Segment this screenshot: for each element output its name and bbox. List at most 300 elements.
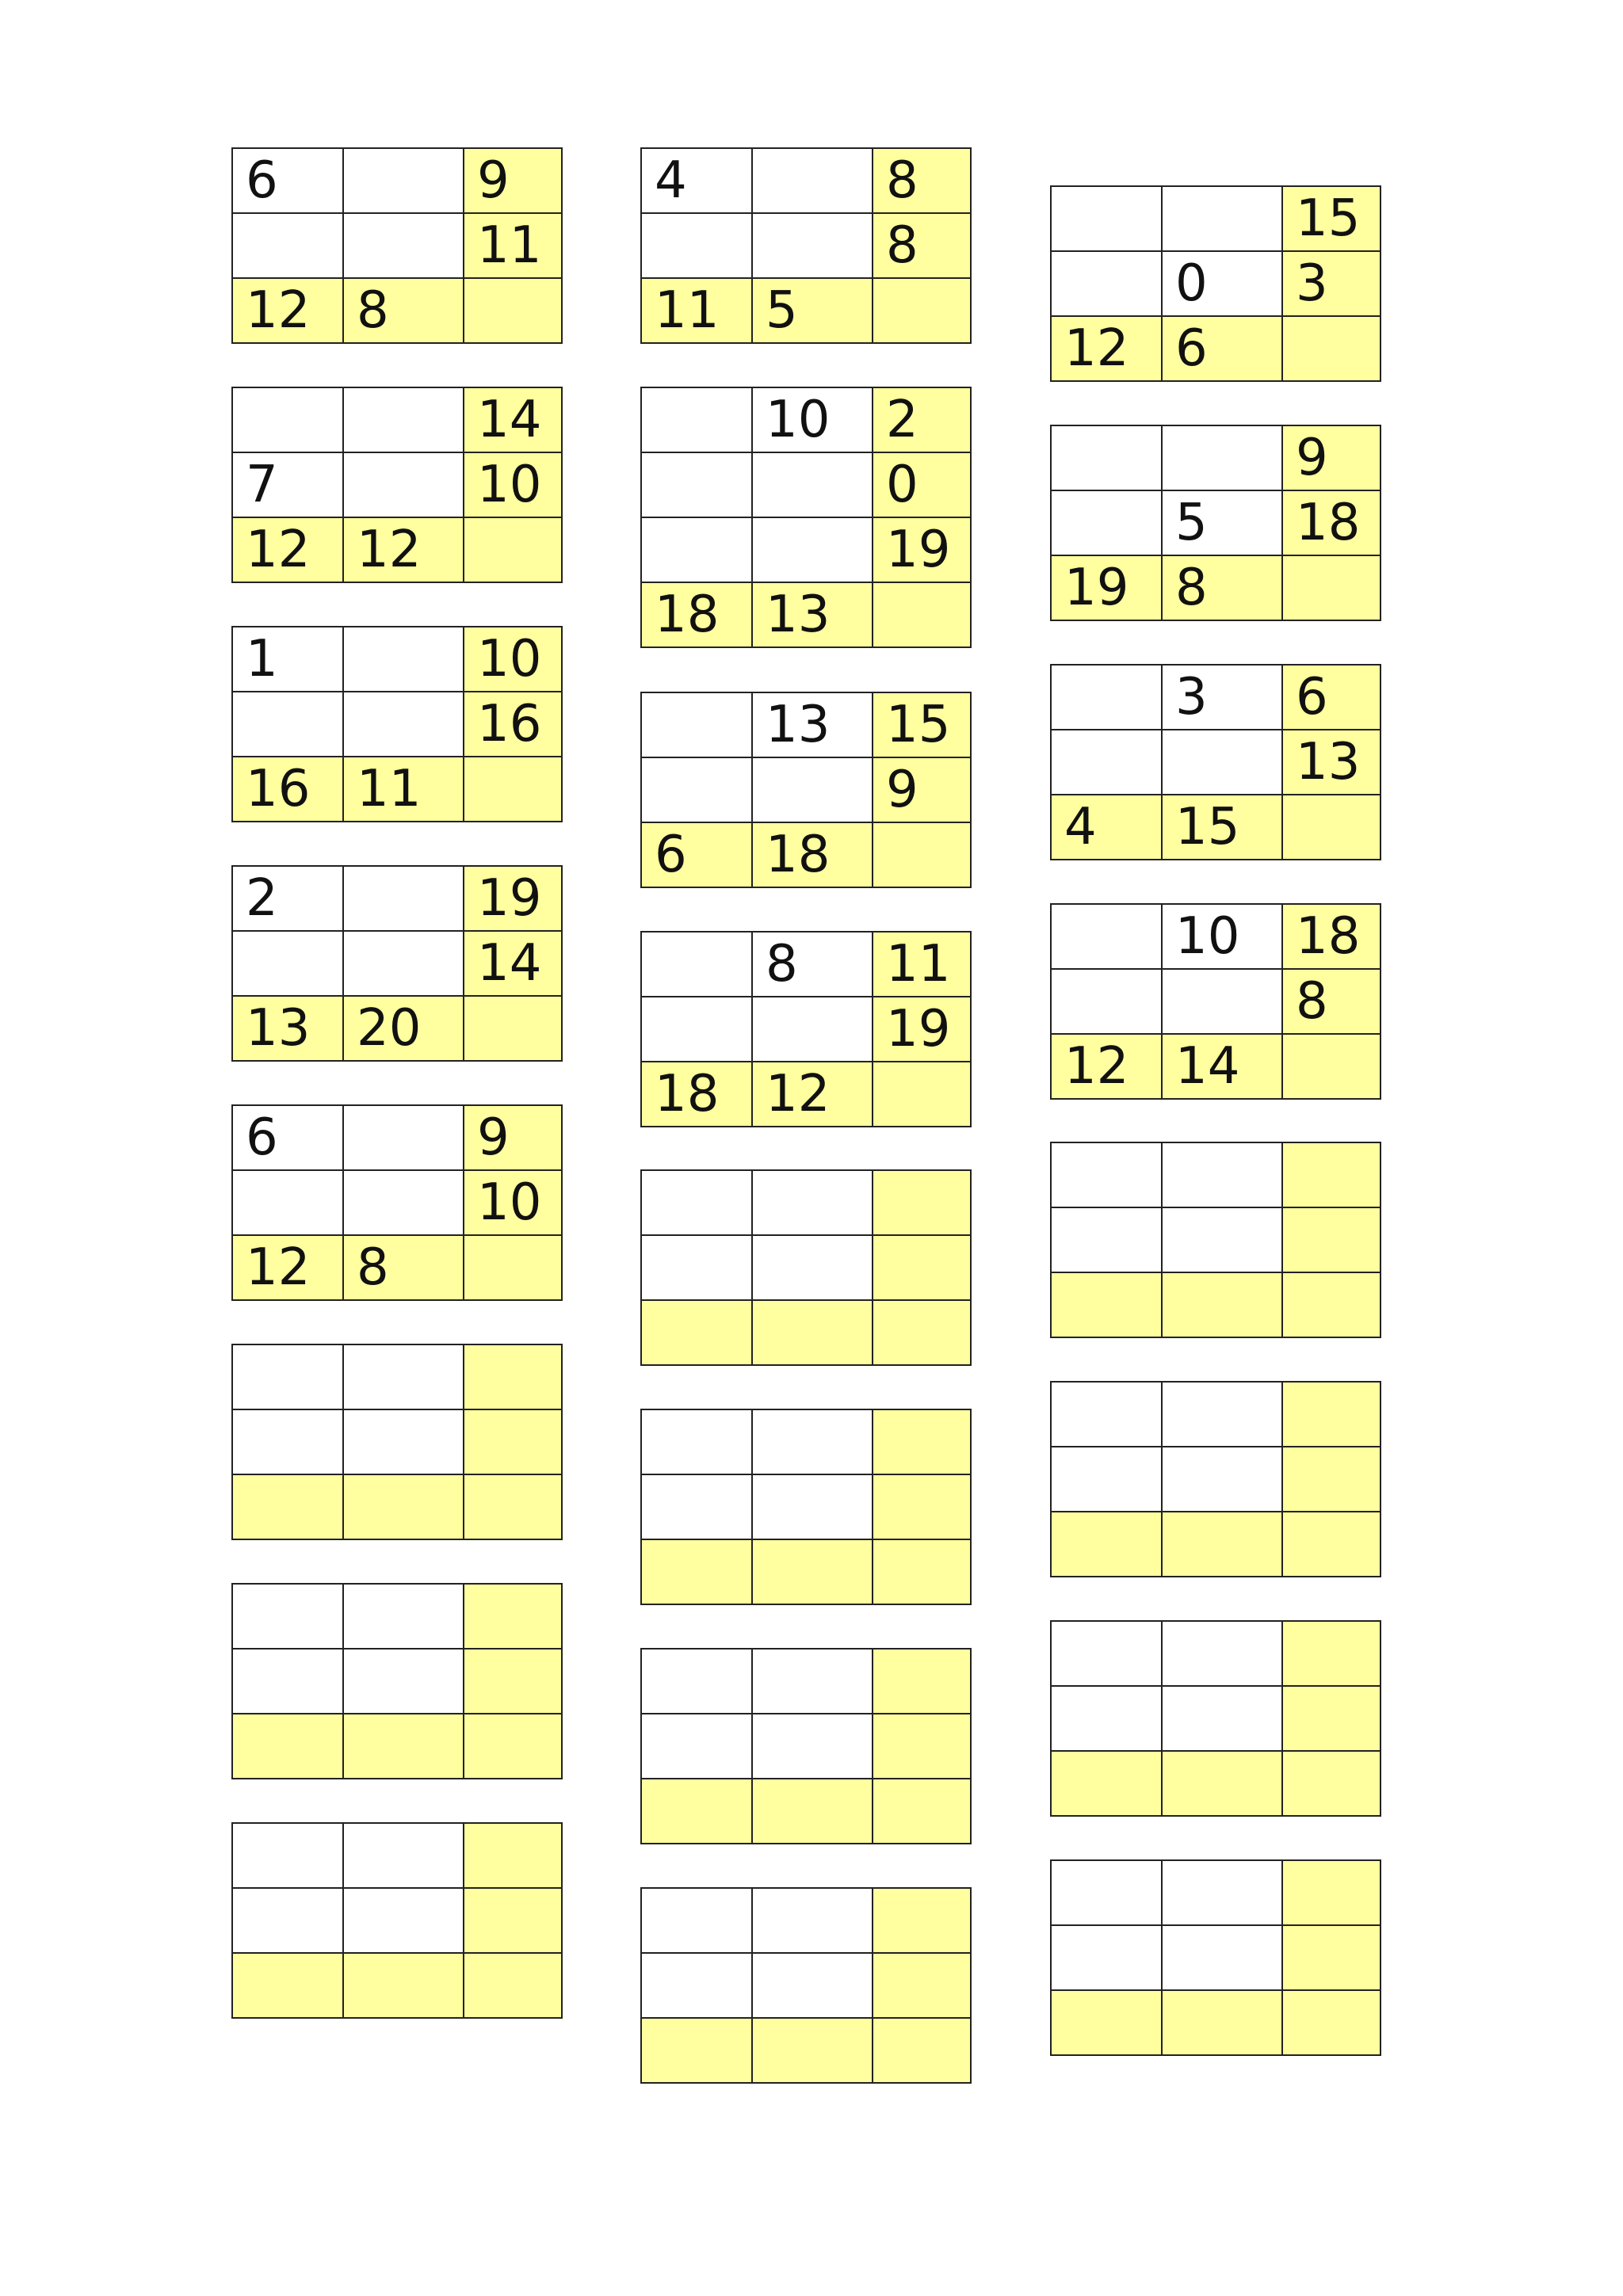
row-sum-cell[interactable]	[1282, 1142, 1381, 1207]
column-sum-cell[interactable]	[641, 1539, 752, 1604]
grid-cell[interactable]: 0	[1162, 251, 1282, 316]
grand-total-cell[interactable]	[873, 1062, 971, 1127]
grid-row	[641, 213, 971, 278]
grid-row	[1051, 1207, 1381, 1272]
grid-cell[interactable]	[343, 931, 464, 996]
sum-grid-puzzle	[640, 1409, 972, 1605]
column-sum-cell[interactable]	[752, 1539, 873, 1604]
grid-row	[1051, 186, 1381, 251]
sum-grid-puzzle	[231, 147, 563, 344]
column-sum-cell[interactable]: 12	[1051, 1034, 1162, 1099]
column-sum-cell[interactable]: 18	[641, 1062, 752, 1127]
grid-cell[interactable]	[1051, 1860, 1162, 1925]
grand-total-cell[interactable]	[464, 517, 562, 582]
row-sum-cell[interactable]: 8	[1282, 969, 1381, 1034]
column-sum-cell[interactable]: 11	[641, 278, 752, 343]
grid-row	[232, 452, 562, 517]
grid-row	[1051, 969, 1381, 1034]
grid-row	[232, 627, 562, 692]
row-sum-cell[interactable]: 9	[1282, 425, 1381, 490]
sum-grid-puzzle	[640, 147, 972, 344]
grid-cell[interactable]	[752, 517, 873, 582]
grid-cell[interactable]	[752, 148, 873, 213]
column-sum-row	[1051, 555, 1381, 620]
row-sum-cell[interactable]: 2	[873, 387, 971, 452]
grid-cell[interactable]	[641, 997, 752, 1062]
grid-cell[interactable]: 10	[752, 387, 873, 452]
grid-row	[641, 452, 971, 517]
grid-cell[interactable]	[232, 1584, 343, 1649]
grand-total-cell[interactable]	[1282, 1512, 1381, 1577]
grid-cell[interactable]	[343, 866, 464, 931]
grid-cell[interactable]	[1051, 1142, 1162, 1207]
sum-grid-puzzle	[231, 1583, 563, 1779]
grid-cell[interactable]: 2	[232, 866, 343, 931]
row-sum-cell[interactable]: 14	[464, 931, 562, 996]
column-sum-cell[interactable]	[1051, 1751, 1162, 1816]
grid-row	[232, 1888, 562, 1953]
grand-total-cell[interactable]	[464, 757, 562, 822]
grid-row	[1051, 1860, 1381, 1925]
column-sum-cell[interactable]: 12	[343, 517, 464, 582]
grid-cell[interactable]	[343, 452, 464, 517]
sum-grid-puzzle	[231, 626, 563, 822]
row-sum-cell[interactable]	[873, 1170, 971, 1235]
grid-cell[interactable]	[752, 213, 873, 278]
column-sum-cell[interactable]: 12	[752, 1062, 873, 1127]
column-sum-cell[interactable]	[1051, 1512, 1162, 1577]
grid-row	[641, 1474, 971, 1539]
grid-cell[interactable]	[232, 1649, 343, 1714]
grid-cell[interactable]	[343, 1584, 464, 1649]
row-sum-cell[interactable]	[873, 1714, 971, 1779]
grid-cell[interactable]	[1162, 730, 1282, 795]
sum-grid-puzzle	[231, 387, 563, 583]
grand-total-cell[interactable]	[873, 822, 971, 887]
grid-cell[interactable]	[1051, 425, 1162, 490]
grid-row	[1051, 1686, 1381, 1751]
column-sum-cell[interactable]: 11	[343, 757, 464, 822]
grid-row	[1051, 425, 1381, 490]
row-sum-cell[interactable]: 10	[464, 627, 562, 692]
column-sum-cell[interactable]: 8	[343, 1235, 464, 1300]
grid-cell[interactable]	[232, 931, 343, 996]
grid-cell[interactable]	[752, 1235, 873, 1300]
row-sum-cell[interactable]: 10	[464, 452, 562, 517]
row-sum-cell[interactable]	[873, 1235, 971, 1300]
row-sum-cell[interactable]: 11	[873, 932, 971, 997]
grid-cell[interactable]	[343, 1649, 464, 1714]
grid-row	[232, 1584, 562, 1649]
row-sum-cell[interactable]	[1282, 1382, 1381, 1447]
row-sum-cell[interactable]	[1282, 1621, 1381, 1686]
row-sum-cell[interactable]: 9	[464, 1105, 562, 1170]
column-sum-cell[interactable]	[232, 1474, 343, 1539]
grid-cell[interactable]	[641, 692, 752, 757]
grid-cell[interactable]	[752, 1170, 873, 1235]
column-sum-row	[1051, 1512, 1381, 1577]
column-sum-row	[641, 1539, 971, 1604]
grand-total-cell[interactable]	[464, 1235, 562, 1300]
grid-row	[232, 1344, 562, 1409]
grid-cell[interactable]	[343, 1409, 464, 1474]
grid-cell[interactable]	[1162, 425, 1282, 490]
column-sum-cell[interactable]: 4	[1051, 795, 1162, 860]
row-sum-cell[interactable]	[464, 1344, 562, 1409]
column-sum-row	[1051, 1272, 1381, 1337]
row-sum-cell[interactable]: 13	[1282, 730, 1381, 795]
row-sum-cell[interactable]: 16	[464, 692, 562, 757]
sum-grid-puzzle	[640, 1887, 972, 2084]
grid-cell[interactable]	[1162, 1621, 1282, 1686]
row-sum-cell[interactable]	[873, 1649, 971, 1714]
grid-row	[1051, 665, 1381, 730]
grid-cell[interactable]	[1051, 665, 1162, 730]
grid-cell[interactable]	[641, 1714, 752, 1779]
grid-row	[641, 517, 971, 582]
grid-cell[interactable]	[641, 517, 752, 582]
row-sum-cell[interactable]: 18	[1282, 904, 1381, 969]
grid-cell[interactable]	[1051, 1382, 1162, 1447]
grid-cell[interactable]: 10	[1162, 904, 1282, 969]
grid-cell[interactable]	[1051, 1686, 1162, 1751]
grid-row	[232, 1823, 562, 1888]
column-sum-cell[interactable]	[343, 1953, 464, 2018]
sum-grid-puzzle	[1050, 425, 1381, 621]
grid-cell[interactable]	[1162, 1686, 1282, 1751]
grid-row	[232, 1649, 562, 1714]
grid-cell[interactable]	[752, 1714, 873, 1779]
column-sum-cell[interactable]	[1162, 1751, 1282, 1816]
column-sum-cell[interactable]: 12	[232, 1235, 343, 1300]
grid-row	[1051, 1382, 1381, 1447]
grid-cell[interactable]	[232, 387, 343, 452]
grid-cell[interactable]	[1162, 1860, 1282, 1925]
grid-cell[interactable]: 1	[232, 627, 343, 692]
column-sum-cell[interactable]	[343, 1714, 464, 1779]
grid-cell[interactable]: 6	[232, 148, 343, 213]
grid-cell[interactable]	[1051, 969, 1162, 1034]
column-sum-cell[interactable]: 12	[232, 517, 343, 582]
grid-cell[interactable]	[641, 1235, 752, 1300]
grid-row	[232, 692, 562, 757]
column-sum-cell[interactable]	[641, 1779, 752, 1844]
grid-row	[232, 148, 562, 213]
grid-cell[interactable]	[1162, 1447, 1282, 1512]
grid-row	[232, 1105, 562, 1170]
row-sum-cell[interactable]	[1282, 1447, 1381, 1512]
grid-cell[interactable]	[1051, 1207, 1162, 1272]
grid-cell[interactable]	[641, 213, 752, 278]
row-sum-cell[interactable]: 18	[1282, 490, 1381, 555]
sum-grid-puzzle	[1050, 903, 1381, 1100]
grid-row	[641, 1409, 971, 1474]
row-sum-cell[interactable]: 9	[873, 757, 971, 822]
row-sum-cell[interactable]	[1282, 1207, 1381, 1272]
grid-row	[232, 213, 562, 278]
sum-grid-puzzle	[1050, 1620, 1381, 1817]
column-sum-cell[interactable]	[343, 1474, 464, 1539]
grid-cell[interactable]: 13	[752, 692, 873, 757]
grid-cell[interactable]	[1051, 1925, 1162, 1990]
grid-row	[641, 997, 971, 1062]
grand-total-cell[interactable]	[464, 996, 562, 1061]
grid-cell[interactable]	[343, 1823, 464, 1888]
row-sum-cell[interactable]	[1282, 1860, 1381, 1925]
grid-cell[interactable]	[641, 452, 752, 517]
grid-cell[interactable]	[232, 1170, 343, 1235]
grand-total-cell[interactable]	[1282, 1990, 1381, 2055]
grid-cell[interactable]	[343, 387, 464, 452]
row-sum-cell[interactable]: 9	[464, 148, 562, 213]
grid-cell[interactable]	[752, 452, 873, 517]
grid-cell[interactable]	[1051, 1621, 1162, 1686]
row-sum-cell[interactable]: 15	[873, 692, 971, 757]
grid-cell[interactable]	[641, 932, 752, 997]
grand-total-cell[interactable]	[1282, 1034, 1381, 1099]
grid-row	[641, 1170, 971, 1235]
grid-cell[interactable]	[343, 1105, 464, 1170]
grid-cell[interactable]	[1051, 490, 1162, 555]
row-sum-cell[interactable]: 19	[873, 517, 971, 582]
grid-row	[232, 1409, 562, 1474]
row-sum-cell[interactable]	[1282, 1925, 1381, 1990]
sum-grid-puzzle	[1050, 664, 1381, 860]
grid-row	[641, 387, 971, 452]
row-sum-cell[interactable]	[1282, 1686, 1381, 1751]
grid-cell[interactable]	[232, 1344, 343, 1409]
grid-cell[interactable]: 4	[641, 148, 752, 213]
sum-grid-puzzle	[640, 931, 972, 1127]
grid-cell[interactable]	[641, 1888, 752, 1953]
row-sum-cell[interactable]	[873, 1474, 971, 1539]
grand-total-cell[interactable]	[1282, 555, 1381, 620]
column-sum-cell[interactable]: 14	[1162, 1034, 1282, 1099]
grid-cell[interactable]	[1162, 1382, 1282, 1447]
grand-total-cell[interactable]	[1282, 1751, 1381, 1816]
grand-total-cell[interactable]	[464, 1474, 562, 1539]
grid-row	[232, 931, 562, 996]
grid-row	[641, 1649, 971, 1714]
grid-row	[1051, 251, 1381, 316]
grid-cell[interactable]	[1162, 1925, 1282, 1990]
grid-cell[interactable]: 3	[1162, 665, 1282, 730]
grid-cell[interactable]	[641, 1474, 752, 1539]
grand-total-cell[interactable]	[873, 278, 971, 343]
grid-cell[interactable]	[752, 757, 873, 822]
column-sum-row	[1051, 316, 1381, 381]
column-sum-cell[interactable]: 13	[752, 582, 873, 647]
row-sum-cell[interactable]	[873, 1409, 971, 1474]
row-sum-cell[interactable]	[464, 1823, 562, 1888]
column-sum-cell[interactable]: 20	[343, 996, 464, 1061]
grid-row	[641, 932, 971, 997]
sum-grid-puzzle	[1050, 185, 1381, 382]
grid-cell[interactable]	[752, 1409, 873, 1474]
grid-cell[interactable]	[641, 1409, 752, 1474]
grid-cell[interactable]	[752, 1953, 873, 2018]
row-sum-cell[interactable]: 19	[464, 866, 562, 931]
grid-cell[interactable]	[1162, 969, 1282, 1034]
grand-total-cell[interactable]	[464, 278, 562, 343]
column-sum-row	[232, 278, 562, 343]
grid-row	[1051, 1447, 1381, 1512]
grid-cell[interactable]	[232, 213, 343, 278]
grid-cell[interactable]	[1051, 1447, 1162, 1512]
grid-cell[interactable]	[343, 213, 464, 278]
column-sum-cell[interactable]: 12	[1051, 316, 1162, 381]
sum-grid-puzzle	[231, 865, 563, 1062]
grand-total-cell[interactable]	[1282, 316, 1381, 381]
row-sum-cell[interactable]: 10	[464, 1170, 562, 1235]
grid-row	[641, 1714, 971, 1779]
column-sum-cell[interactable]	[1162, 1990, 1282, 2055]
row-sum-cell[interactable]	[873, 1888, 971, 1953]
column-sum-row	[232, 1714, 562, 1779]
grid-cell[interactable]: 7	[232, 452, 343, 517]
grid-cell[interactable]	[1162, 1142, 1282, 1207]
column-sum-cell[interactable]: 15	[1162, 795, 1282, 860]
grid-row	[641, 1953, 971, 2018]
grid-cell[interactable]	[343, 1888, 464, 1953]
column-sum-row	[1051, 1751, 1381, 1816]
grid-cell[interactable]	[1162, 1207, 1282, 1272]
grid-cell[interactable]	[1162, 186, 1282, 251]
column-sum-cell[interactable]: 5	[752, 278, 873, 343]
grand-total-cell[interactable]	[464, 1714, 562, 1779]
sum-grid-puzzle	[231, 1822, 563, 2019]
column-sum-cell[interactable]: 12	[232, 278, 343, 343]
grid-cell[interactable]	[232, 1409, 343, 1474]
grid-cell[interactable]	[752, 1649, 873, 1714]
column-sum-cell[interactable]	[752, 1779, 873, 1844]
grid-cell[interactable]	[232, 692, 343, 757]
column-sum-cell[interactable]	[1051, 1272, 1162, 1337]
row-sum-cell[interactable]: 8	[873, 213, 971, 278]
grid-cell[interactable]: 8	[752, 932, 873, 997]
column-sum-cell[interactable]	[232, 1953, 343, 2018]
grid-cell[interactable]	[1051, 251, 1162, 316]
column-sum-row	[232, 1235, 562, 1300]
grand-total-cell[interactable]	[873, 1300, 971, 1365]
grid-cell[interactable]	[1051, 730, 1162, 795]
row-sum-cell[interactable]: 15	[1282, 186, 1381, 251]
column-sum-row	[1051, 795, 1381, 860]
column-sum-cell[interactable]: 16	[232, 757, 343, 822]
column-sum-cell[interactable]: 6	[1162, 316, 1282, 381]
column-sum-cell[interactable]: 13	[232, 996, 343, 1061]
grid-row	[1051, 904, 1381, 969]
column-sum-cell[interactable]: 8	[1162, 555, 1282, 620]
grid-row	[1051, 730, 1381, 795]
row-sum-cell[interactable]	[464, 1649, 562, 1714]
sum-grid-puzzle	[640, 692, 972, 888]
grid-cell[interactable]	[641, 387, 752, 452]
grid-cell[interactable]	[1051, 186, 1162, 251]
sum-grid-puzzle	[1050, 1381, 1381, 1577]
grand-total-cell[interactable]	[873, 1539, 971, 1604]
column-sum-row	[641, 2018, 971, 2083]
sum-grid-puzzle	[640, 1648, 972, 1844]
column-sum-cell[interactable]	[1051, 1990, 1162, 2055]
grand-total-cell[interactable]	[873, 2018, 971, 2083]
row-sum-cell[interactable]: 0	[873, 452, 971, 517]
grid-cell[interactable]	[343, 692, 464, 757]
grid-cell[interactable]	[752, 1474, 873, 1539]
grand-total-cell[interactable]	[873, 582, 971, 647]
grid-cell[interactable]	[232, 1888, 343, 1953]
grid-cell[interactable]	[1051, 904, 1162, 969]
grid-row	[232, 866, 562, 931]
row-sum-cell[interactable]	[464, 1584, 562, 1649]
grid-cell[interactable]	[343, 148, 464, 213]
grid-cell[interactable]	[343, 1170, 464, 1235]
grid-cell[interactable]	[641, 1953, 752, 2018]
column-sum-cell[interactable]	[752, 1300, 873, 1365]
grid-cell[interactable]	[641, 1649, 752, 1714]
row-sum-cell[interactable]: 19	[873, 997, 971, 1062]
column-sum-cell[interactable]: 19	[1051, 555, 1162, 620]
grand-total-cell[interactable]	[1282, 1272, 1381, 1337]
row-sum-cell[interactable]: 8	[873, 148, 971, 213]
grid-row	[1051, 490, 1381, 555]
column-sum-cell[interactable]: 6	[641, 822, 752, 887]
grid-cell[interactable]	[752, 997, 873, 1062]
row-sum-cell[interactable]	[464, 1409, 562, 1474]
grid-row	[641, 1888, 971, 1953]
grand-total-cell[interactable]	[1282, 795, 1381, 860]
grid-cell[interactable]	[232, 1823, 343, 1888]
grid-cell[interactable]	[641, 757, 752, 822]
column-sum-cell[interactable]	[641, 2018, 752, 2083]
row-sum-cell[interactable]	[464, 1888, 562, 1953]
row-sum-cell[interactable]: 6	[1282, 665, 1381, 730]
column-sum-cell[interactable]: 8	[343, 278, 464, 343]
grid-cell[interactable]: 6	[232, 1105, 343, 1170]
sum-grid-puzzle	[1050, 1142, 1381, 1338]
column-sum-cell[interactable]	[1162, 1512, 1282, 1577]
grid-row	[641, 757, 971, 822]
column-sum-cell[interactable]: 18	[752, 822, 873, 887]
sum-grid-puzzle	[640, 387, 972, 648]
column-sum-row	[641, 278, 971, 343]
column-sum-cell[interactable]: 18	[641, 582, 752, 647]
column-sum-cell[interactable]	[641, 1300, 752, 1365]
row-sum-cell[interactable]	[873, 1953, 971, 2018]
row-sum-cell[interactable]: 3	[1282, 251, 1381, 316]
grand-total-cell[interactable]	[873, 1779, 971, 1844]
column-sum-cell[interactable]	[752, 2018, 873, 2083]
column-sum-row	[641, 822, 971, 887]
grid-cell[interactable]	[343, 627, 464, 692]
grid-row	[1051, 1621, 1381, 1686]
sum-grid-puzzle	[640, 1169, 972, 1366]
grid-cell[interactable]	[641, 1170, 752, 1235]
column-sum-row	[1051, 1990, 1381, 2055]
row-sum-cell[interactable]: 14	[464, 387, 562, 452]
grid-cell[interactable]	[752, 1888, 873, 1953]
column-sum-row	[641, 1300, 971, 1365]
column-sum-cell[interactable]	[1162, 1272, 1282, 1337]
grand-total-cell[interactable]	[464, 1953, 562, 2018]
row-sum-cell[interactable]: 11	[464, 213, 562, 278]
grid-cell[interactable]: 5	[1162, 490, 1282, 555]
grid-row	[641, 692, 971, 757]
sum-grid-puzzle	[231, 1344, 563, 1540]
column-sum-cell[interactable]	[232, 1714, 343, 1779]
grid-cell[interactable]	[343, 1344, 464, 1409]
grid-row	[1051, 1142, 1381, 1207]
